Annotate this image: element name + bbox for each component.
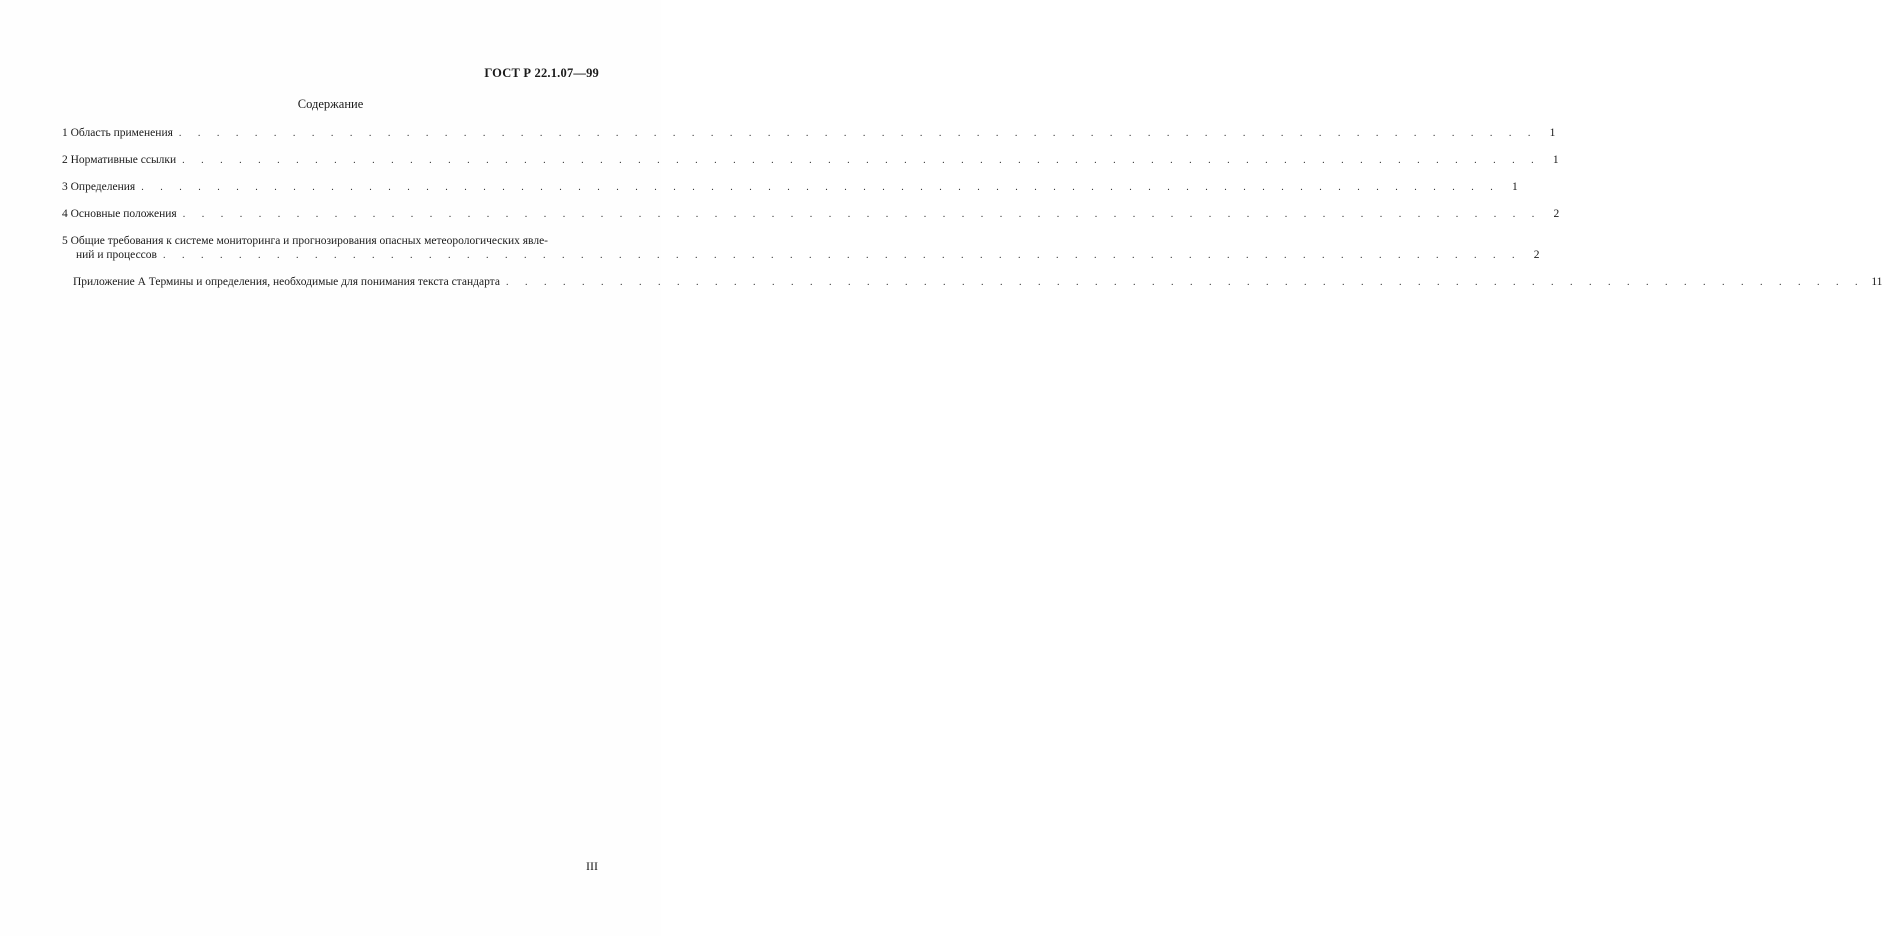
toc-title: Содержание: [297, 97, 364, 111]
toc-entry[interactable]: [62, 153, 1559, 168]
toc-entry-label: 2 Нормативные ссылки: [62, 154, 177, 166]
toc-entry-page: 11: [1871, 276, 1882, 288]
toc-leader-dots: . . . . . . . . . . . . . . . . . . . . . . . . . . . . . . . . . . . . . . . . . . . . . . . . . . . . . . . . . . . . . . . . . . . . . . . .: [182, 155, 1541, 166]
toc-entry[interactable]: [62, 234, 1540, 263]
toc-entry-page: 1: [1511, 181, 1518, 193]
toc-entry-label-line2: ний и процессов: [76, 249, 157, 261]
toc-leader-dots: . . . . . . . . . . . . . . . . . . . . . . . . . . . . . . . . . . . . . . . . . . . . . . . . . . . . . . . . . . . . . . . . . . . . . . . .: [182, 209, 1542, 220]
toc-entry-page: 1: [1552, 154, 1559, 166]
toc-entry-page: 2: [1533, 249, 1540, 261]
toc-leader-dots: . . . . . . . . . . . . . . . . . . . . . . . . . . . . . . . . . . . . . . . . . . . . . . . . . . . . . . . . . . . . . . . . . . . . . . . .: [178, 128, 1538, 139]
document-code: ГОСТ Р 22.1.07—99: [484, 66, 599, 80]
toc-entry-label: Приложение А Термины и определения, необходимые для понимания текста стандарта: [73, 276, 500, 288]
toc-leader-dots: . . . . . . . . . . . . . . . . . . . . . . . . . . . . . . . . . . . . . . . . . . . . . . . . . . . . . . . . . . . . . . . . . . . . . . . .: [141, 182, 1500, 193]
toc-entry-label: 1 Область применения: [62, 127, 173, 139]
toc-leader-dots: . . . . . . . . . . . . . . . . . . . . . . . . . . . . . . . . . . . . . . . . . . . . . . . . . . . . . . . . . . . . . . . . . . . . . . . .: [505, 277, 1865, 288]
toc-entry-page: 1: [1549, 127, 1556, 139]
toc-entry-label: 3 Определения: [62, 181, 136, 193]
table-of-contents: [62, 126, 1882, 302]
toc-entry-appendix[interactable]: [62, 275, 1882, 290]
toc-entry-page: 2: [1553, 208, 1560, 220]
toc-entry[interactable]: [62, 126, 1556, 141]
toc-entry-label: 4 Основные положения: [62, 208, 177, 220]
toc-entry[interactable]: [62, 207, 1560, 222]
page-folio: III: [586, 859, 598, 873]
toc-leader-dots: . . . . . . . . . . . . . . . . . . . . . . . . . . . . . . . . . . . . . . . . . . . . . . . . . . . . . . . . . . . . . . . . . . . . . . . .: [162, 250, 1522, 261]
toc-entry[interactable]: [62, 180, 1518, 195]
toc-entry-label-line1: 5 Общие требования к системе мониторинга и прогнозирования опасных метеорологических явле-: [62, 235, 549, 247]
